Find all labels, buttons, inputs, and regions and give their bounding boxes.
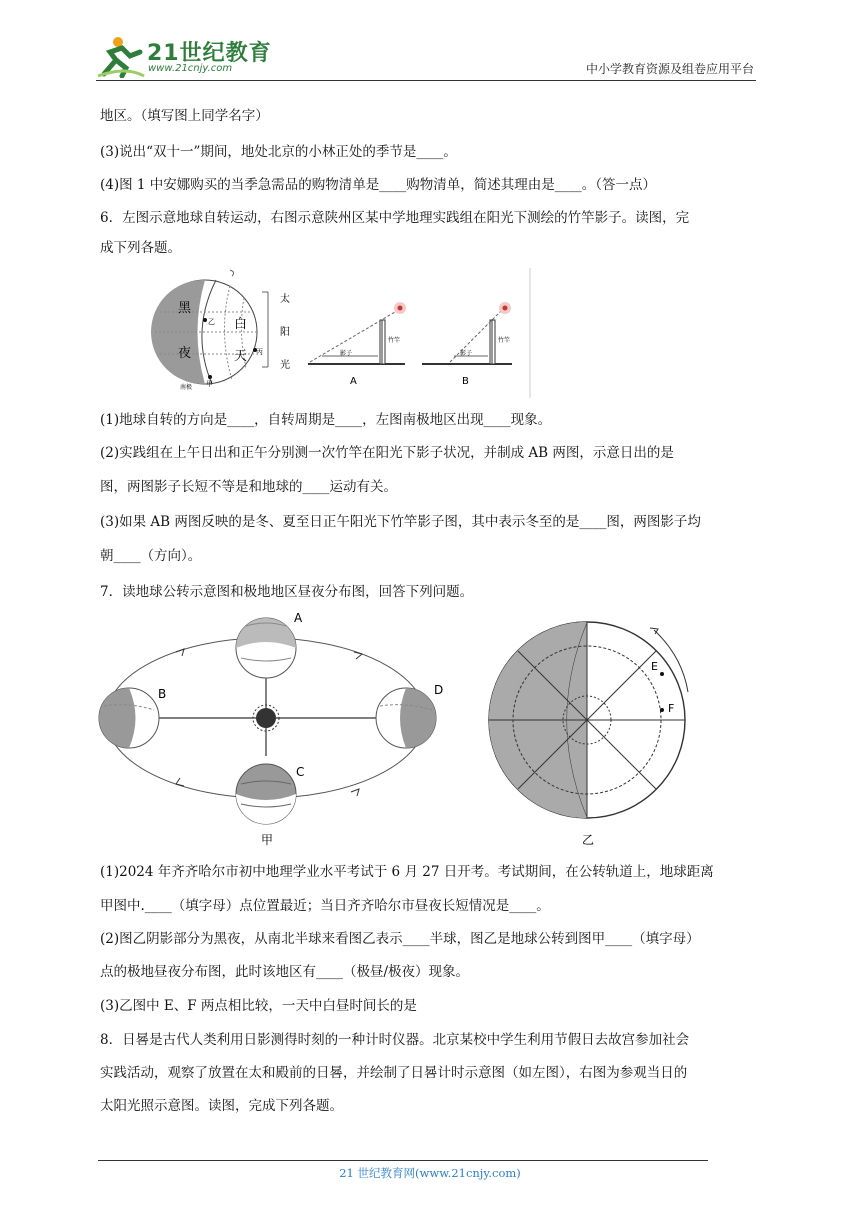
question-8-stem: 8．日晷是古代人类利用日影测得时刻的一种计时仪器。北京某校中学生利用节假日去故宫参加社会 [100, 1032, 690, 1048]
point-b-label: B [158, 687, 167, 701]
text-line: (2)图乙阴影部分为黑夜，从南北半球来看图乙表示____半球，图乙是地球公转到图甲____（填字母） [100, 931, 700, 947]
question-7-stem: 7．读地球公转示意图和极地地区昼夜分布图，回答下列问题。 [100, 584, 474, 600]
point-f-label: F [668, 702, 675, 715]
footer-divider [98, 1160, 708, 1161]
point-a-label: A [294, 611, 303, 625]
text-line: (1)地球自转的方向是____，自转周期是____，左图南极地区出现____现象。 [100, 412, 552, 428]
diagram-a-label: A [350, 376, 357, 387]
text-line: (4)图 1 中安娜购买的当季急需品的购物清单是____购物清单，简述其理由是____。（答一点） [100, 177, 657, 193]
shadow-label-a: 影子 [340, 350, 353, 357]
point-c-label: C [296, 765, 305, 779]
point-bing-label: 丙 [256, 348, 263, 356]
text-line: (1)2024 年齐齐哈尔市初中地理学业水平考试于 6 月 27 日开考。考试期间，在公转轨道上，地球距离 [100, 864, 714, 880]
point-d-label: D [434, 683, 444, 697]
day-label: 白 [234, 317, 248, 332]
figure-6-rotation-shadow [150, 262, 540, 400]
sunlight-label-1: 太 [280, 294, 290, 305]
text-line: 实践活动，观察了放置在太和殿前的日晷，并绘制了日晷计时示意图（如左图），右图为参观当日的 [100, 1065, 688, 1081]
logo-url: www.21cnjy.com [148, 63, 233, 74]
text-line: 成下列各题。 [100, 240, 181, 256]
text-line: (3)乙图中 E、F 两点相比较，一天中白昼时间长的是 [100, 998, 417, 1014]
night-label: 黑 [178, 301, 192, 316]
logo-text: 21世纪教育 [147, 41, 272, 66]
point-yi-label: 乙 [208, 318, 215, 326]
text-line: (3)说出“双十一”期间，地处北京的小林正处的季节是____。 [100, 144, 457, 160]
figure-7-revolution [96, 606, 446, 850]
text-line: 甲图中.____（填字母）点位置最近；当日齐齐哈尔市昼夜长短情况是____。 [100, 898, 550, 914]
footer-link[interactable]: 21 世纪教育网(www.21cnjy.com) [339, 1166, 521, 1180]
sunlight-label-3: 光 [280, 360, 290, 371]
platform-name: 中小学教育资源及组卷应用平台 [585, 62, 754, 76]
figure-7-polar-day-night [486, 616, 696, 852]
text-line: 太阳光照示意图。读图，完成下列各题。 [100, 1098, 343, 1114]
text-line: (2)实践组在上午日出和正午分别测一次竹竿在阳光下影子状况，并制成 AB 两图，示意日出的是 [100, 445, 674, 461]
text-line: 点的极地昼夜分布图，此时该地区有____（极昼/极夜）现象。 [100, 964, 470, 980]
caption-yi: 乙 [582, 833, 595, 847]
pole-label-b: 竹竿 [498, 337, 511, 344]
text-line: 朝____（方向）。 [100, 548, 202, 564]
day-label-2: 天 [234, 349, 248, 364]
caption-jia: 甲 [261, 833, 274, 847]
diagram-b-label: B [462, 376, 469, 387]
sunlight-label-2: 阳 [280, 327, 290, 338]
night-label-2: 夜 [178, 346, 192, 361]
text-line: 地区。（填写图上同学名字） [100, 108, 269, 124]
header-divider [96, 80, 756, 81]
shadow-label-b: 影子 [460, 350, 473, 357]
text-line: 图，两图影子长短不等是和地球的____运动有关。 [100, 479, 397, 495]
south-pole-label: 南极 [180, 384, 193, 391]
page-header [0, 0, 860, 82]
text-line: (3)如果 AB 两图反映的是冬、夏至日正午阳光下竹竿影子图，其中表示冬至的是____图，两图影子均 [100, 514, 701, 530]
point-e-label: E [651, 660, 658, 673]
question-6-stem: 6．左图示意地球自转运动，右图示意陕州区某中学地理实践组在阳光下测绘的竹竿影子。读图，完 [100, 210, 690, 226]
pole-label-a: 竹竿 [388, 337, 401, 344]
point-jia-label: 甲 [206, 380, 213, 388]
